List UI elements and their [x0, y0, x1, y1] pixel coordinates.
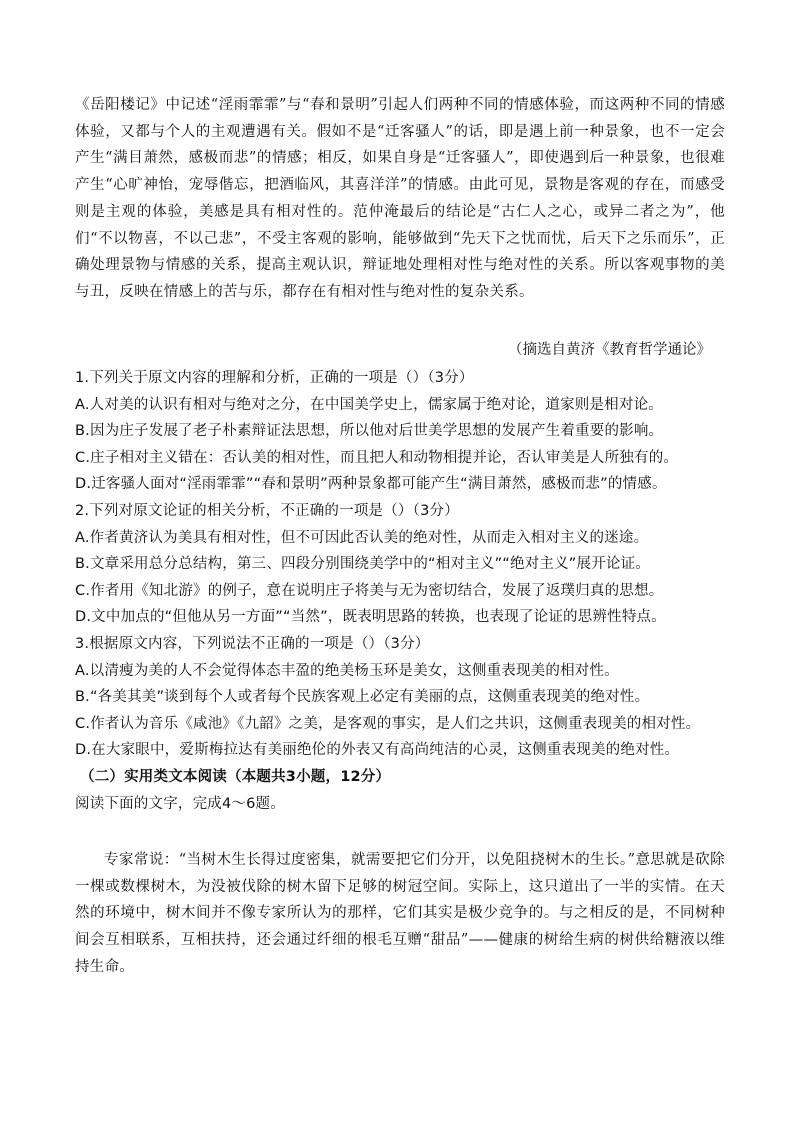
passage1-source: （摘选自黄济《教育哲学通论》: [508, 342, 711, 358]
question-3-stem: 3.根据原文内容，下列说法不正确的一项是（）（3分）: [75, 635, 430, 652]
section2-title: （二）实用类文本阅读（本题共3小题，12分）: [80, 768, 391, 785]
question-1-option-b: B.因为庄子发展了老子朴素辩证法思想，所以他对后世美学思想的发展产生着重要的影响。: [75, 423, 664, 440]
question-3-option-d: D.在大家眼中，爱斯梅拉达有美丽绝伦的外表又有高尚纯洁的心灵，这侧重表现美的绝对性。: [75, 742, 680, 759]
question-2-option-d: D.文中加点的“但他从另一方面”“当然”，既表明思路的转换，也表现了论证的思辨性特点。: [75, 609, 666, 626]
question-3-option-a: A.以清瘦为美的人不会觉得体态丰盈的绝美杨玉环是美女，这侧重表现美的相对性。: [75, 662, 619, 679]
passage2-paragraph: 专家常说：“当树木生长得过度密集，就需要把它们分开，以免阻挠树木的生长。”意思就是砍除一棵或数棵树木，为没被伐除的树木留下足够的树冠空间。实际上，这只道出了一半的实情。在天然的环境中，树木间并不像专家所认为的那样，它们其实是极少竞争的。与之相反的是，不同树种间会互相联系，互相扶持，还会通过纤细的根毛互赠“甜品”——健康的树给生病的树供给糖液以维持生命。: [75, 852, 725, 975]
section2-instruction: 阅读下面的文字，完成4～6题。: [75, 795, 285, 812]
question-3-option-b: B.“各美其美”谈到每个人或者每个民族客观上必定有美丽的点，这侧重表现美的绝对性。: [75, 689, 650, 706]
question-2-option-c: C.作者用《知北游》的例子，意在说明庄子将美与无为密切结合，发展了返璞归真的思想。: [75, 582, 664, 599]
question-2-option-a: A.作者黄济认为美具有相对性，但不可因此否认美的绝对性，从而走入相对主义的迷途。: [75, 529, 649, 546]
question-1-option-d: D.迁客骚人面对“淫雨霏霏”“春和景明”两种景象都可能产生“满目萧然，感极而悲”的情感。: [75, 476, 667, 493]
question-2-option-b: B.文章采用总分总结构，第三、四段分别围绕美学中的“相对主义”“绝对主义”展开论证。: [75, 556, 651, 573]
question-3-option-c: C.作者认为音乐《咸池》《九韶》之美，是客观的事实，是人们之共识，这侧重表现美的相对性。: [75, 715, 701, 732]
question-2-stem: 2.下列对原文论证的相关分析，不正确的一项是（）（3分）: [75, 502, 459, 519]
passage1-paragraph: 《岳阳楼记》中记述“淫雨霏霏”与“春和景明”引起人们两种不同的情感体验，而这两种不同的情感体验，又都与个人的主观遭遇有关。假如不是“迁客骚人”的话，即是遇上前一种景象，也不一定会产生“满目萧然，感极而悲”的情感；相反，如果自身是“迁客骚人”，即使遇到后一种景象，也很难产生“心旷神怡，宠辱偕忘，把酒临风，其喜洋洋”的情感。由此可见，景物是客观的存在，而感受则是主观的体验，美感是具有相对性的。范仲淹最后的结论是“古仁人之心，或异二者之为”，他们“不以物喜，不以己悲”，不受主客观的影响，能够做到“先天下之忧而忧，后天下之乐而乐”，正确处理景物与情感的关系，提高主观认识，辩证地处理相对性与绝对性的关系。所以客观事物的美与丑，反映在情感上的苦与乐，都存在有相对性与绝对性的复杂关系。: [75, 97, 725, 300]
question-1-stem: 1.下列关于原文内容的理解和分析，正确的一项是（）（3分）: [75, 370, 474, 386]
question-1-option-c: C.庄子相对主义错在：否认美的相对性，而且把人和动物相提并论，否认审美是人所独有的。: [75, 449, 679, 466]
questions-block: [75, 365, 725, 817]
question-1-option-a: A.人对美的认识有相对与绝对之分，在中国美学史上，儒家属于绝对论，道家则是相对论。: [75, 396, 663, 413]
